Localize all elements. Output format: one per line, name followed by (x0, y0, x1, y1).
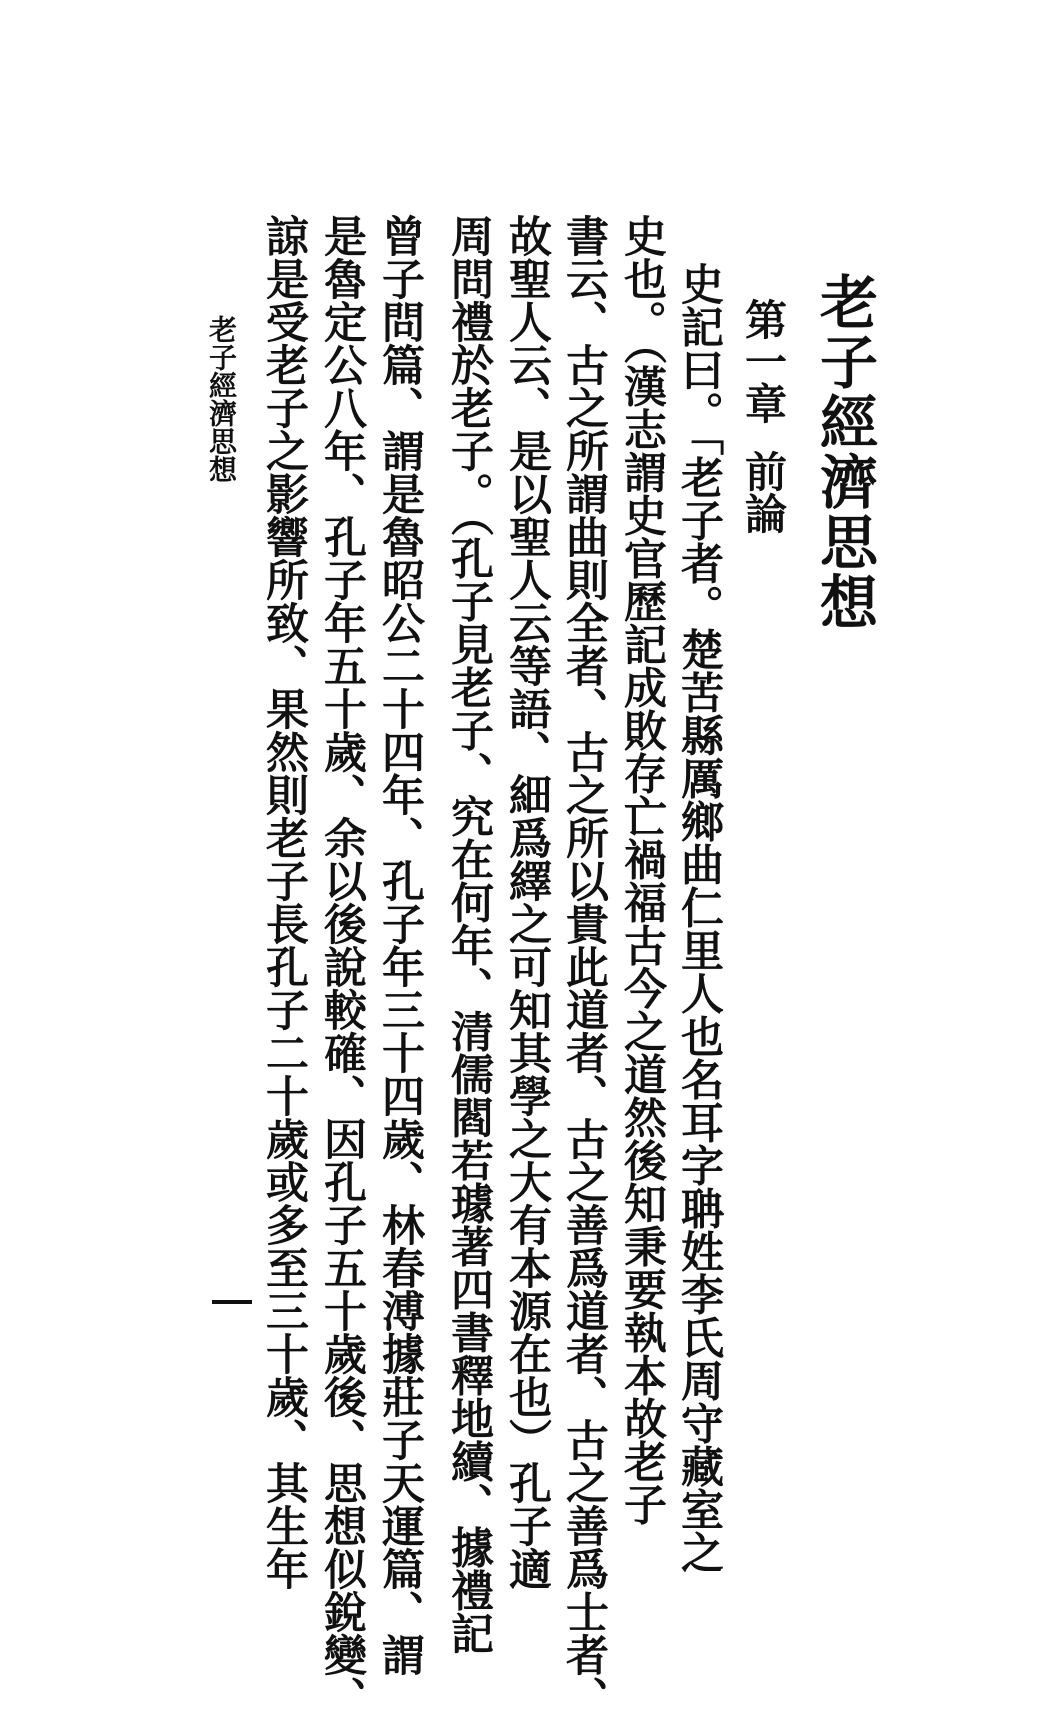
body-line-4: 故聖人云、是以聖人云等語、細爲繹之可知其學之大有本源在也）孔子適 (502, 214, 552, 1590)
body-line-5: 周問禮於老子。（孔子見老子、究在何年、清儒閻若璩著四書釋地續、據禮記 (444, 214, 494, 1655)
book-title: 老子經濟思想 (810, 272, 878, 632)
page-number (212, 1300, 252, 1304)
body-line-1: 史記曰。「老子者。楚苦縣厲鄉曲仁里人也名耳字聃姓李氏周守藏室之 (674, 262, 724, 1574)
body-line-8: 諒是受老子之影響所致、果然則老子長孔子二十歲或多至三十歲、其生年 (259, 214, 309, 1590)
chapter-title: 前論 (739, 450, 788, 534)
chapter-heading (739, 298, 788, 534)
chapter-number: 第一章 (739, 298, 788, 424)
body-line-6: 曾子問篇、謂是魯昭公二十四年、孔子年三十四歲、林春溥據莊子天運篇、謂 (375, 214, 425, 1676)
body-line-3: 書云、古之所謂曲則全者、古之所以貴此道者、古之善爲道者、古之善爲士者、 (559, 214, 609, 1719)
body-line-7: 是魯定公八年、孔子年五十歲、余以後說較確、因孔子五十歲後、思想似銳變、 (317, 214, 367, 1719)
body-line-2: 史也。（漢志謂史官歷記成敗存亡禍福古今之道然後知秉要執本故老子 (617, 214, 667, 1526)
running-header: 老子經濟思想 (205, 315, 238, 483)
